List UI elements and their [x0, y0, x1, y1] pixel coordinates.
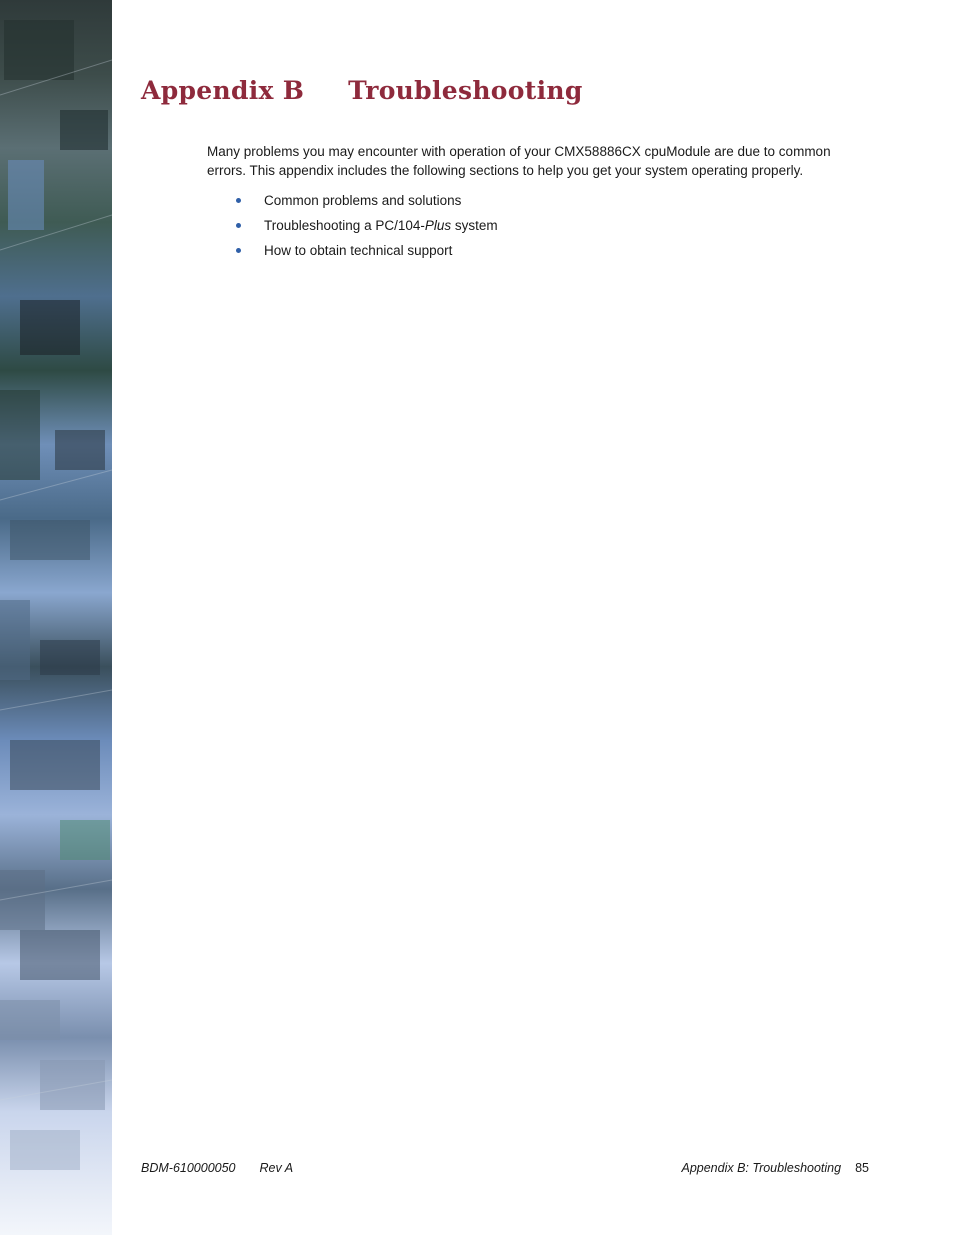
page-title [141, 76, 583, 105]
bullet-icon [236, 198, 241, 203]
intro-paragraph: Many problems you may encounter with operation of your CMX58886CX cpuModule are due to common errors. This appendix includes the following sections to help you get your system operating properly. [207, 144, 831, 178]
bullet-icon [236, 223, 241, 228]
appendix-label: Appendix B [141, 76, 305, 105]
side-photo-strip [0, 0, 112, 1235]
footer-page-info [681, 1161, 869, 1175]
circuit-board-image [0, 0, 112, 1235]
bullet-icon [236, 248, 241, 253]
footer-doc-info [141, 1161, 293, 1175]
doc-id: BDM-610000050 [141, 1161, 236, 1175]
list-item [233, 241, 498, 266]
revision: Rev A [259, 1161, 294, 1175]
list-item-text-after: system [451, 218, 498, 233]
page-number: 85 [855, 1161, 869, 1175]
section-ref: Appendix B: Troubleshooting [681, 1161, 842, 1175]
list-item [233, 191, 498, 216]
list-item-text: Common problems and solutions [264, 193, 462, 208]
list-item-text-italic: Plus [424, 218, 452, 233]
list-item-text: How to obtain technical support [264, 243, 453, 258]
appendix-title: Troubleshooting [348, 76, 583, 105]
list-item-text-before: Troubleshooting a PC/104- [264, 218, 425, 233]
section-list [233, 191, 498, 266]
list-item [233, 216, 498, 241]
